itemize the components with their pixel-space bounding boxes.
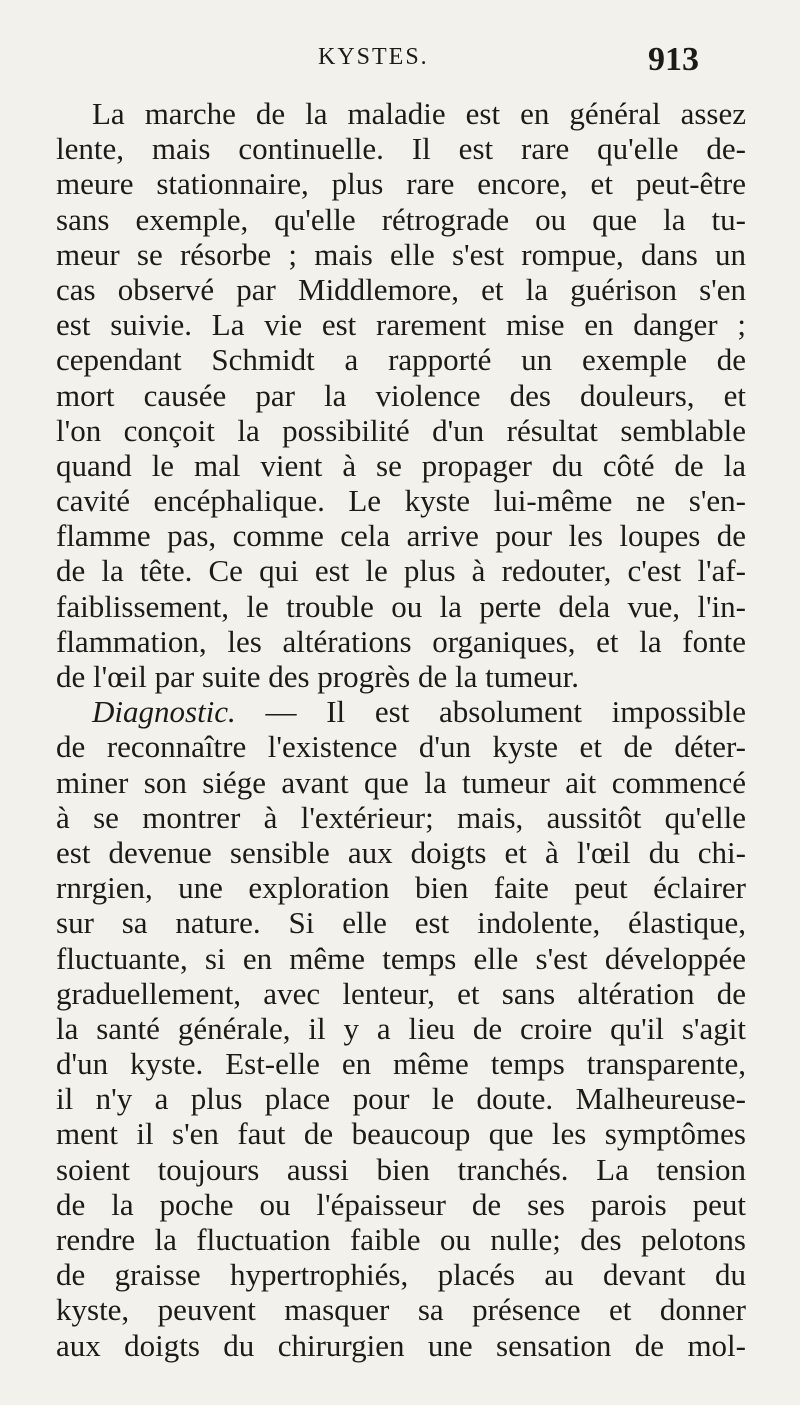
text-line: il n'y a plus place pour le doute. Malheureuse- xyxy=(56,1081,746,1117)
text-line: de reconnaître l'existence d'un kyste et de déter- xyxy=(56,729,746,765)
text-line: lente, mais continuelle. Il est rare qu'elle de- xyxy=(56,131,746,167)
text-line: meure stationnaire, plus rare encore, et peut-être xyxy=(56,166,746,202)
text-line: meur se résorbe ; mais elle s'est rompue, dans un xyxy=(56,236,746,272)
running-head xyxy=(0,41,800,84)
section-heading: Diagnostic. xyxy=(92,694,236,730)
text-line: La marche de la maladie est en général assez xyxy=(92,96,746,131)
text-line: de la tête. Ce qui est le plus à redouter, c'est l'af- xyxy=(56,553,746,589)
text-line: mort causée par la violence des douleurs, et xyxy=(56,377,746,413)
text-line: soient toujours aussi bien tranchés. La tension xyxy=(56,1151,746,1187)
text-line: rendre la fluctuation faible ou nulle; des pelotons xyxy=(56,1222,746,1257)
body-text xyxy=(56,96,746,1363)
text-line: rnrgien, une exploration bien faite peut éclairer xyxy=(56,870,746,906)
running-title: KYSTES. xyxy=(318,44,429,70)
text-line: fluctuante, si en même temps elle s'est développée xyxy=(56,940,746,976)
text-line: à se montrer à l'extérieur; mais, aussitôt qu'elle xyxy=(56,799,746,835)
text-line: graduellement, avec lenteur, et sans altération de xyxy=(56,975,746,1011)
text-line: flamme pas, comme cela arrive pour les loupes de xyxy=(56,518,746,554)
text-line: est devenue sensible aux doigts et à l'œil du chi- xyxy=(56,834,746,870)
text-line: de la poche ou l'épaisseur de ses parois peut xyxy=(56,1186,746,1222)
text-line: cavité encéphalique. Le kyste lui-même ne s'en- xyxy=(56,483,746,519)
text-line: ment il s'en faut de beaucoup que les symptômes xyxy=(56,1116,746,1152)
text-line: faiblissement, le trouble ou la perte dela vue, l'in- xyxy=(56,588,746,624)
text-line: la santé générale, il y a lieu de croire qu'il s'agit xyxy=(56,1010,746,1046)
text-line: de l'œil par suite des progrès de la tumeur. xyxy=(56,659,579,694)
page-number: 913 xyxy=(648,41,699,78)
text-line: est suivie. La vie est rarement mise en danger ; xyxy=(56,307,746,343)
text-line: miner son siége avant que la tumeur ait commencé xyxy=(56,764,746,800)
text-line: quand le mal vient à se propager du côté de la xyxy=(56,447,746,483)
text-line: sur sa nature. Si elle est indolente, élastique, xyxy=(56,905,746,941)
text-line: aux doigts du chirurgien une sensation de mol- xyxy=(56,1327,746,1363)
text-line: flammation, les altérations organiques, et la fonte xyxy=(56,623,746,659)
text-line: cas observé par Middlemore, et la guérison s'en xyxy=(56,271,746,307)
text-line: d'un kyste. Est-elle en même temps transparente, xyxy=(56,1046,746,1082)
text-line: kyste, peuvent masquer sa présence et donner xyxy=(56,1292,746,1328)
text-line: cependant Schmidt a rapporté un exemple de xyxy=(56,342,746,378)
section-heading-line: Diagnostic. — Il est absolument impossible xyxy=(92,694,746,730)
text-line: sans exemple, qu'elle rétrograde ou que la tu- xyxy=(56,201,746,237)
text-line: l'on conçoit la possibilité d'un résultat semblable xyxy=(56,412,746,448)
text-line: de graisse hypertrophiés, placés au devant du xyxy=(56,1257,746,1293)
